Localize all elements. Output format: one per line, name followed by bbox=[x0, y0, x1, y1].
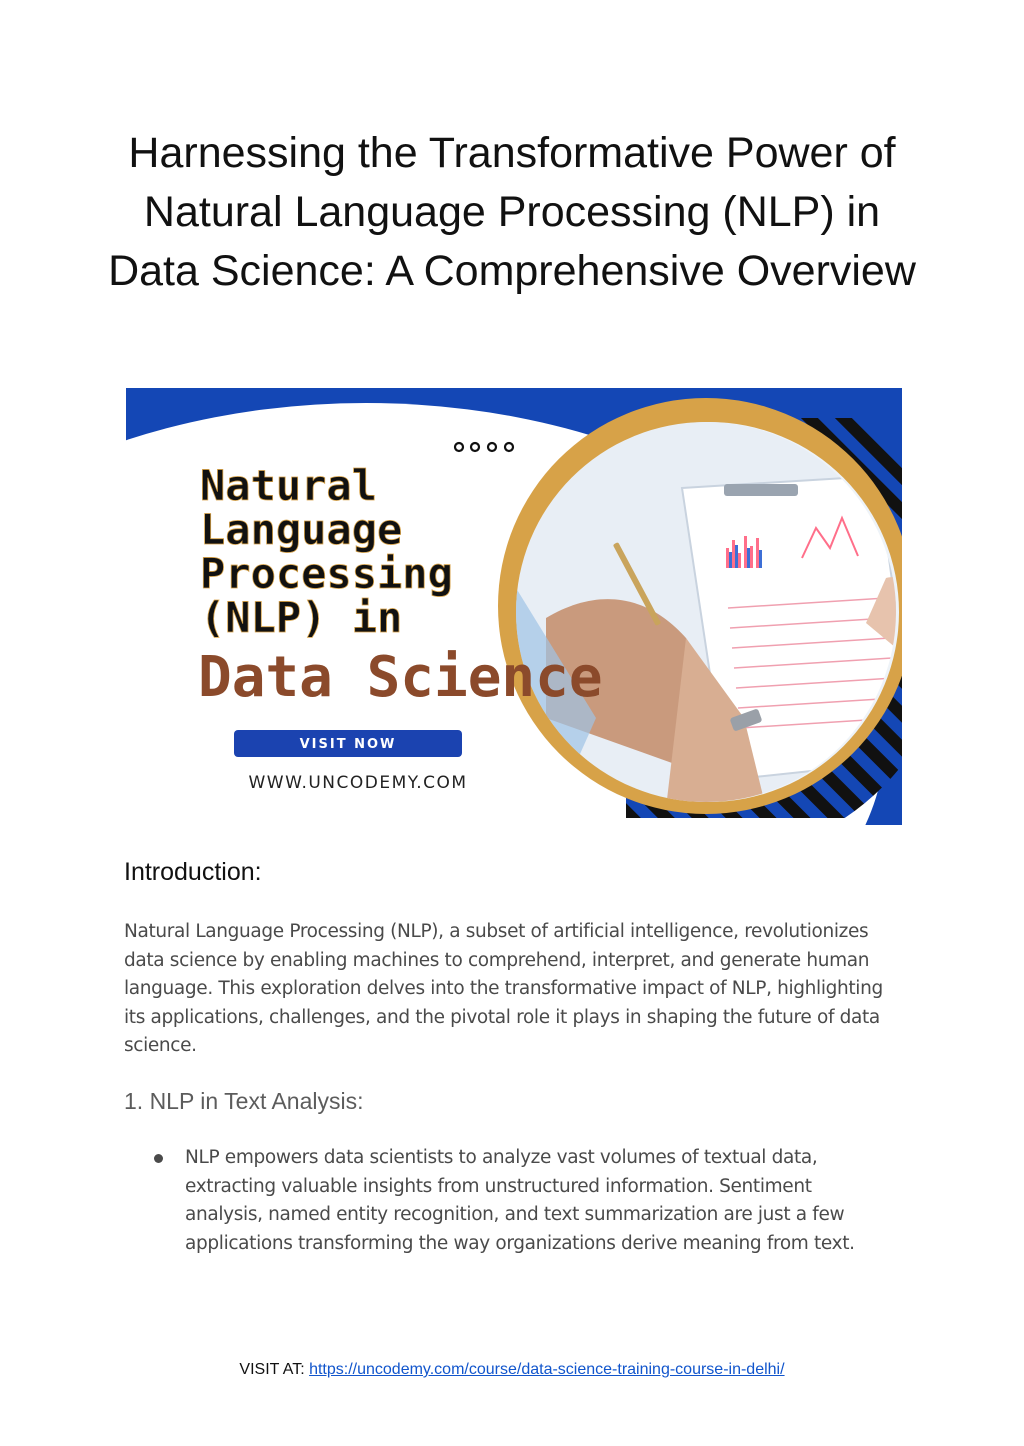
banner-heading-line-2: Language bbox=[200, 505, 403, 554]
footer-course-link[interactable]: https://uncodemy.com/course/data-science-training-course-in-delhi/ bbox=[309, 1361, 785, 1378]
bullet-icon bbox=[154, 1154, 163, 1163]
banner-heading-line-3: Processing bbox=[200, 549, 453, 598]
banner-highlight: Data Science bbox=[198, 645, 603, 710]
nlp-banner-image[interactable] bbox=[126, 388, 902, 825]
introduction-heading: Introduction: bbox=[124, 858, 262, 886]
footer-prefix: VISIT AT: bbox=[239, 1361, 310, 1378]
banner-visit-now-label: VISIT NOW bbox=[299, 737, 397, 752]
list-item-text: NLP empowers data scientists to analyze vast volumes of textual data, extracting valuable insights from unstructured information. Sentiment analysis, named entity recognition, and text summarization are just a few applications transforming the way organizations derive meaning from text. bbox=[185, 1147, 855, 1254]
banner-heading-line-4: (NLP) in bbox=[200, 593, 403, 642]
section-heading-nlp-text-analysis: 1. NLP in Text Analysis: bbox=[124, 1088, 364, 1114]
banner-website: WWW.UNCODEMY.COM bbox=[248, 773, 468, 793]
banner-heading-line-1: Natural bbox=[200, 461, 378, 510]
bullet-list bbox=[154, 1144, 874, 1258]
list-item bbox=[154, 1144, 874, 1258]
introduction-paragraph: Natural Language Processing (NLP), a subset of artificial intelligence, revolutionizes data science by enabling machines to comprehend, interpret, and generate human language. This exploration delves into the transformative impact of NLP, highlighting its applications, challenges, and the pivotal role it plays in shaping the future of data science. bbox=[124, 921, 883, 1057]
document-title: Harnessing the Transformative Power of Natural Language Processing (NLP) in Data Science: A Comprehensive Overview bbox=[108, 129, 916, 295]
footer bbox=[0, 1361, 1024, 1379]
